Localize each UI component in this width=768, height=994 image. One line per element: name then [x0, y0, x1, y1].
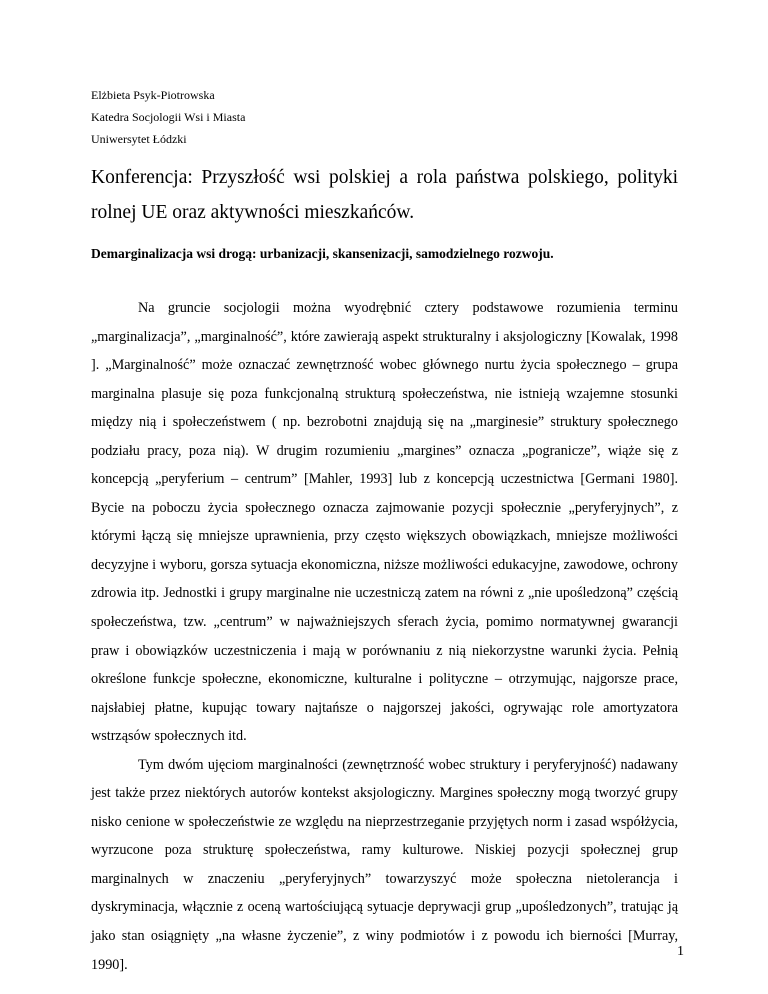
author-block	[91, 84, 245, 150]
author-name: Elżbieta Psyk-Piotrowska	[91, 88, 215, 102]
author-university: Uniwersytet Łódzki	[91, 132, 187, 146]
paper-title: Demarginalizacja wsi drogą: urbanizacji, skansenizacji, samodzielnego rozwoju.	[91, 246, 554, 261]
body-text	[91, 262, 678, 979]
paragraph-2: Tym dwóm ujęciom marginalności (zewnętrzność wobec struktury i peryferyjność) nadawany jest także przez niektórych autorów kontekst aksjologiczny. Margines społeczny mogą tworzyć grupy nisko cenione w społeczeństwie ze względu na nieprzestrzeganie przyjętych norm i zasad współżycia, wyrzucone poza strukturę społeczeństwa, ramy kulturowe. Niskiej pozycji społecznej grup marginalnych w znaczeniu „peryferyjnych” towarzyszyć może społeczna nietolerancja i dyskryminacja, włącznie z oceną wartościującą sytuacje deprywacji grup „upośledzonych”, tratując ją jako stan osiągnięty „na własne życzenie”, z winy podmiotów i z powodu ich bierności [Murray, 1990].	[91, 756, 678, 973]
page-number: 1	[677, 944, 684, 959]
author-department: Katedra Socjologii Wsi i Miasta	[91, 110, 246, 124]
conference-title: Konferencja: Przyszłość wsi polskiej a rola państwa polskiego, polityki rolnej UE oraz aktywności mieszkańców.	[91, 167, 678, 223]
paragraph-1: Na gruncie socjologii można wyodrębnić cztery podstawowe rozumienia terminu „marginalizacja”, „marginalność”, które zawierają aspekt strukturalny i aksjologiczny [Kowalak, 1998 ]. „Marginalność” może oznaczać zewnętrzność wobec głównego nurtu życia społecznego – grupa marginalna plasuje się poza funkcjonalną strukturą społeczeństwa, nie istnieją wzajemne stosunki między nią i społeczeństwem ( np. bezrobotni znajdują się na „marginesie” struktury społecznego podziału pracy, poza nią). W drugim rozumieniu „margines” oznacza „pogranicze”, wiąże się z koncepcją „peryferium – centrum” [Mahler, 1993] lub z koncepcją uczestnictwa [Germani 1980]. Bycie na poboczu życia społecznego oznacza zajmowanie pozycji społecznie „peryferyjnych”, z którymi łączą się mniejsze uprawnienia, przy często większych obowiązkach, mniejsze możliwości decyzyjne i wyboru, gorsza sytuacja ekonomiczna, niższe możliwości edukacyjne, zawodowe, ochrony zdrowia itp. Jednostki i grupy marginalne nie uczestniczą zatem na równi z „nie upośledzoną” częścią społeczeństwa, tzw. „centrum” w najważniejszych sferach życia, pomimo normatywnej gwarancji praw i obowiązków uczestniczenia i mają w porównaniu z nią niekorzystne warunki życia. Pełnią określone funkcje społeczne, ekonomiczne, kulturalne i polityczne – otrzymując, najgorsze prace, najsłabiej płatne, kupując towary najtańsze o najgorszej jakości, ogrywając role amortyzatora wstrząsów społecznych itd.	[91, 300, 678, 745]
